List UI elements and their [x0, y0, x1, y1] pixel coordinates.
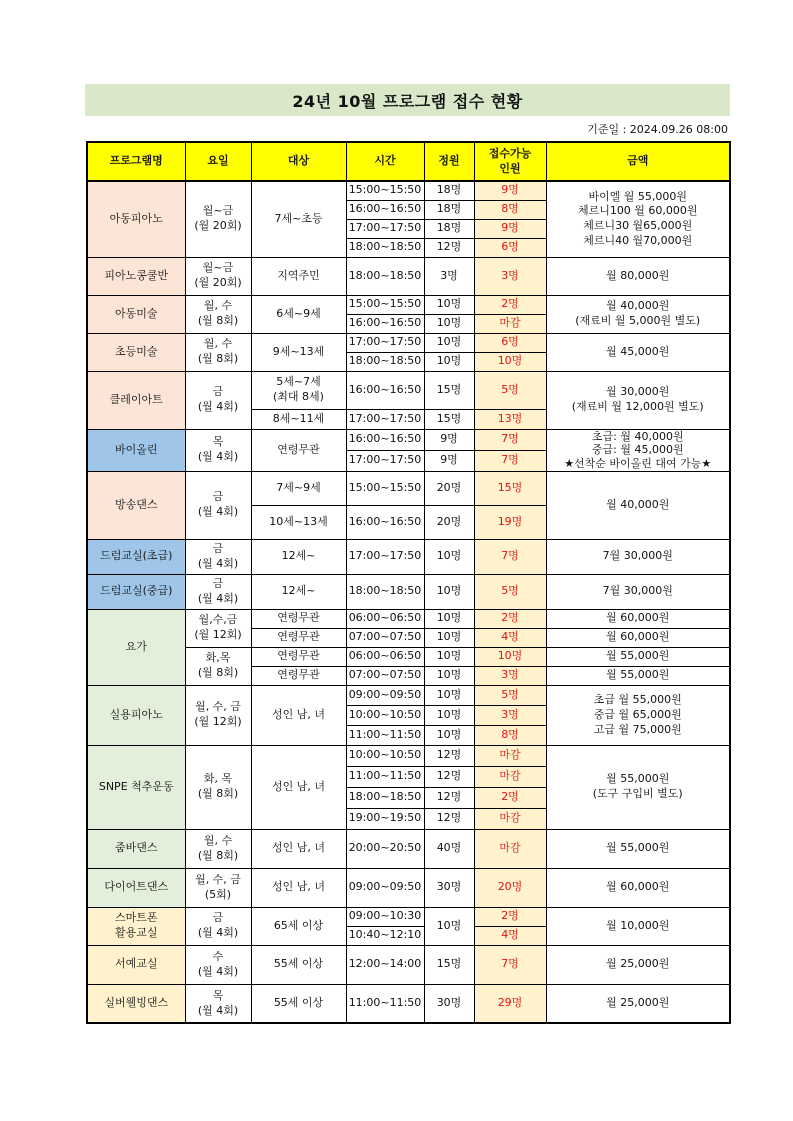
- program-available: 마감: [474, 808, 546, 829]
- program-capacity: 12명: [424, 766, 474, 787]
- table-row: [87, 945, 730, 984]
- program-target: [251, 371, 346, 409]
- program-capacity: 10명: [424, 574, 474, 609]
- table-row: [87, 333, 730, 352]
- fee-line: 중급 월 65,000원: [593, 707, 682, 721]
- program-days: [185, 609, 251, 647]
- program-available: 20명: [474, 868, 546, 907]
- program-target: 연령무관: [251, 429, 346, 471]
- program-name: 실용피아노: [87, 685, 185, 745]
- program-capacity: 12명: [424, 787, 474, 808]
- sessions-line: (5회): [204, 887, 232, 901]
- program-capacity: 3명: [424, 257, 474, 295]
- header-available: [474, 142, 546, 181]
- program-capacity: 10명: [424, 295, 474, 314]
- program-target: 지역주민: [251, 257, 346, 295]
- program-available: 2명: [474, 609, 546, 628]
- program-capacity: 10명: [424, 666, 474, 685]
- days-line: 금: [212, 911, 224, 925]
- program-name: 바이올린: [87, 429, 185, 471]
- program-time: 16:00~16:50: [346, 200, 424, 219]
- program-time: 15:00~15:50: [346, 295, 424, 314]
- program-days: [185, 295, 251, 333]
- program-time: 11:00~11:50: [346, 766, 424, 787]
- table-row: [87, 371, 730, 409]
- program-target: 6세~9세: [251, 295, 346, 333]
- sessions-line: (월 8회): [197, 314, 239, 327]
- program-available: 13명: [474, 409, 546, 429]
- days-line: 월, 수, 금: [195, 700, 241, 714]
- program-available: 6명: [474, 238, 546, 257]
- program-available: 29명: [474, 984, 546, 1023]
- program-days: [185, 907, 251, 945]
- program-time: 15:00~15:50: [346, 471, 424, 505]
- program-capacity: 10명: [424, 725, 474, 745]
- program-target: 연령무관: [251, 609, 346, 628]
- program-time: 18:00~18:50: [346, 257, 424, 295]
- program-capacity: 20명: [424, 471, 474, 505]
- program-name: 실버웰빙댄스: [87, 984, 185, 1023]
- header-available-line1: 접수가능: [488, 146, 532, 160]
- fee-line: 초급: 월 40,000원: [591, 429, 684, 443]
- program-available: 8명: [474, 200, 546, 219]
- days-line: 월,수,금: [198, 613, 238, 627]
- program-days: [185, 574, 251, 609]
- table-row: [87, 471, 730, 505]
- program-available: 15명: [474, 471, 546, 505]
- program-name: [87, 907, 185, 945]
- program-days: [185, 181, 251, 257]
- program-capacity: 12명: [424, 745, 474, 766]
- program-fee: [546, 429, 730, 471]
- program-name: 드럼교실(초급): [87, 539, 185, 574]
- fee-line: 체르니40 월70,000원: [583, 234, 693, 248]
- sessions-line: (월 12회): [194, 715, 242, 729]
- program-capacity: 10명: [424, 628, 474, 647]
- program-available: 2명: [474, 295, 546, 314]
- program-name: 방송댄스: [87, 471, 185, 539]
- table-row: [87, 829, 730, 868]
- program-time: 19:00~19:50: [346, 808, 424, 829]
- program-time: 18:00~18:50: [346, 238, 424, 257]
- program-target: 연령무관: [251, 647, 346, 666]
- program-name: 요가: [87, 609, 185, 685]
- program-fee: 월 80,000원: [546, 257, 730, 295]
- program-time: 06:00~06:50: [346, 647, 424, 666]
- program-available: 9명: [474, 181, 546, 200]
- program-capacity: 10명: [424, 314, 474, 333]
- program-capacity: 10명: [424, 685, 474, 705]
- program-time: 09:00~09:50: [346, 868, 424, 907]
- header-time: 시간: [346, 142, 424, 181]
- program-capacity: 12명: [424, 808, 474, 829]
- program-capacity: 15명: [424, 371, 474, 409]
- program-target: 8세~11세: [251, 409, 346, 429]
- program-available: 8명: [474, 725, 546, 745]
- sessions-line: (월 4회): [197, 926, 239, 940]
- program-capacity: 15명: [424, 945, 474, 984]
- program-available: 2명: [474, 907, 546, 926]
- table-row: [87, 429, 730, 450]
- fee-line: ★선착순 바이올린 대여 가능★: [564, 457, 712, 470]
- program-name: 드럼교실(중급): [87, 574, 185, 609]
- program-available: 3명: [474, 666, 546, 685]
- program-time: 10:00~10:50: [346, 745, 424, 766]
- table-row: [87, 574, 730, 609]
- program-time: 10:40~12:10: [346, 926, 424, 945]
- days-line: 화, 목: [203, 772, 233, 786]
- program-target: 연령무관: [251, 666, 346, 685]
- days-line: 금: [212, 576, 224, 590]
- fee-line: 초급 월 55,000원: [593, 692, 682, 706]
- fee-line: (재료비 월 12,000원 별도): [571, 400, 704, 413]
- sessions-line: (월 20회): [194, 276, 242, 289]
- program-time: 15:00~15:50: [346, 181, 424, 200]
- program-days: [185, 868, 251, 907]
- sessions-line: (월 8회): [197, 848, 239, 862]
- program-time: 17:00~17:50: [346, 539, 424, 574]
- program-fee: 월 25,000원: [546, 984, 730, 1023]
- program-capacity: 9명: [424, 429, 474, 450]
- program-days: [185, 539, 251, 574]
- program-capacity: 20명: [424, 505, 474, 539]
- program-time: 12:00~14:00: [346, 945, 424, 984]
- program-target: 9세~13세: [251, 333, 346, 371]
- fee-line: (재료비 월 5,000원 별도): [575, 314, 701, 327]
- program-fee: 월 55,000원: [546, 647, 730, 666]
- program-target: 7세~초등: [251, 181, 346, 257]
- header-fee: 금액: [546, 142, 730, 181]
- program-capacity: 10명: [424, 333, 474, 352]
- days-line: 수: [212, 949, 224, 963]
- page-title: 24년 10월 프로그램 접수 현황: [85, 84, 730, 116]
- days-line: 월, 수: [203, 833, 233, 847]
- program-available: 3명: [474, 257, 546, 295]
- table-row: [87, 868, 730, 907]
- days-line: 금: [212, 541, 224, 555]
- program-capacity: 9명: [424, 450, 474, 471]
- table-row: [87, 685, 730, 705]
- fee-line: 체르니30 월65,000원: [583, 219, 693, 233]
- program-available: 5명: [474, 371, 546, 409]
- program-fee: 월 60,000원: [546, 609, 730, 628]
- program-time: 16:00~16:50: [346, 429, 424, 450]
- sessions-line: (월 4회): [197, 1003, 239, 1017]
- program-fee: 7월 30,000원: [546, 539, 730, 574]
- program-fee: 월 60,000원: [546, 628, 730, 647]
- program-capacity: 12명: [424, 238, 474, 257]
- table-row: [87, 745, 730, 766]
- sessions-line: (월 4회): [197, 505, 239, 519]
- sessions-line: (월 20회): [194, 219, 242, 233]
- program-available: 2명: [474, 787, 546, 808]
- program-target: 7세~9세: [251, 471, 346, 505]
- program-time: 20:00~20:50: [346, 829, 424, 868]
- program-days: [185, 945, 251, 984]
- program-time: 16:00~16:50: [346, 505, 424, 539]
- program-time: 18:00~18:50: [346, 352, 424, 371]
- program-time: 09:00~09:50: [346, 685, 424, 705]
- program-target: 65세 이상: [251, 907, 346, 945]
- program-capacity: 10명: [424, 705, 474, 725]
- sessions-line: (월 12회): [194, 628, 242, 642]
- program-time: 17:00~17:50: [346, 450, 424, 471]
- program-name: 서예교실: [87, 945, 185, 984]
- program-available: 7명: [474, 429, 546, 450]
- fee-line: 체르니100 월 60,000원: [577, 204, 698, 218]
- program-capacity: 10명: [424, 352, 474, 371]
- days-line: 목: [212, 435, 224, 449]
- program-fee: 월 60,000원: [546, 868, 730, 907]
- program-available: 6명: [474, 333, 546, 352]
- program-available: 마감: [474, 766, 546, 787]
- program-capacity: 30명: [424, 984, 474, 1023]
- program-time: 17:00~17:50: [346, 219, 424, 238]
- program-fee: 월 45,000원: [546, 333, 730, 371]
- program-name: 클레이아트: [87, 371, 185, 429]
- program-target: 12세~: [251, 539, 346, 574]
- days-line: 금: [212, 490, 224, 504]
- program-capacity: 18명: [424, 219, 474, 238]
- days-line: 금: [212, 385, 224, 399]
- table-row: [87, 907, 730, 926]
- program-name: 피아노콩쿨반: [87, 257, 185, 295]
- program-name: SNPE 척추운동: [87, 745, 185, 829]
- program-days: [185, 371, 251, 429]
- program-target: 성인 남, 녀: [251, 868, 346, 907]
- program-capacity: 10명: [424, 907, 474, 945]
- program-fee: 월 40,000원: [546, 471, 730, 539]
- program-available: 9명: [474, 219, 546, 238]
- program-available: 7명: [474, 450, 546, 471]
- sessions-line: (월 8회): [197, 666, 239, 680]
- target-line: (최대 8세): [273, 390, 324, 403]
- program-capacity: 15명: [424, 409, 474, 429]
- program-days: [185, 984, 251, 1023]
- program-available: 19명: [474, 505, 546, 539]
- program-time: 06:00~06:50: [346, 609, 424, 628]
- program-fee: [546, 371, 730, 429]
- days-line: 월~금: [202, 204, 234, 218]
- program-capacity: 10명: [424, 609, 474, 628]
- sessions-line: (월 4회): [197, 556, 239, 570]
- program-target: 성인 남, 녀: [251, 829, 346, 868]
- program-capacity: 18명: [424, 181, 474, 200]
- program-fee: [546, 181, 730, 257]
- program-fee: 월 55,000원: [546, 666, 730, 685]
- program-capacity: 30명: [424, 868, 474, 907]
- header-available-line2: 인원: [499, 161, 521, 175]
- program-time: 07:00~07:50: [346, 628, 424, 647]
- program-time: 10:00~10:50: [346, 705, 424, 725]
- table-row: [87, 609, 730, 628]
- program-name: 다이어트댄스: [87, 868, 185, 907]
- header-program: 프로그램명: [87, 142, 185, 181]
- program-name: 초등미술: [87, 333, 185, 371]
- fee-line: (도구 구입비 별도): [592, 787, 683, 801]
- program-time: 07:00~07:50: [346, 666, 424, 685]
- fee-line: 중급: 월 45,000원: [591, 443, 684, 457]
- program-fee: [546, 745, 730, 829]
- program-time: 17:00~17:50: [346, 409, 424, 429]
- program-capacity: 18명: [424, 200, 474, 219]
- program-target: 12세~: [251, 574, 346, 609]
- program-available: 4명: [474, 926, 546, 945]
- table-row: [87, 295, 730, 314]
- fee-line: 바이엘 월 55,000원: [588, 189, 688, 203]
- program-time: 16:00~16:50: [346, 371, 424, 409]
- program-capacity: 10명: [424, 539, 474, 574]
- name-line: 활용교실: [114, 926, 158, 940]
- program-capacity: 10명: [424, 647, 474, 666]
- program-target: 연령무관: [251, 628, 346, 647]
- program-fee: 월 10,000원: [546, 907, 730, 945]
- program-target: 성인 남, 녀: [251, 745, 346, 829]
- sessions-line: (월 4회): [197, 964, 239, 978]
- program-capacity: 40명: [424, 829, 474, 868]
- table-row: [87, 984, 730, 1023]
- program-available: 7명: [474, 539, 546, 574]
- program-available: 10명: [474, 352, 546, 371]
- target-line: 5세~7세: [276, 375, 321, 389]
- fee-line: 월 55,000원: [606, 772, 670, 786]
- program-fee: 7월 30,000원: [546, 574, 730, 609]
- header-row: [87, 142, 730, 181]
- program-name: 아동미술: [87, 295, 185, 333]
- days-line: 월~금: [202, 261, 234, 275]
- sessions-line: (월 8회): [197, 787, 239, 801]
- program-days: [185, 257, 251, 295]
- program-available: 마감: [474, 745, 546, 766]
- program-days: [185, 685, 251, 745]
- program-days: [185, 647, 251, 685]
- program-time: 18:00~18:50: [346, 787, 424, 808]
- days-line: 목: [212, 988, 224, 1002]
- fee-line: 월 40,000원: [606, 299, 670, 313]
- program-available: 4명: [474, 628, 546, 647]
- program-target: 55세 이상: [251, 984, 346, 1023]
- program-time: 11:00~11:50: [346, 725, 424, 745]
- program-time: 16:00~16:50: [346, 314, 424, 333]
- program-days: [185, 333, 251, 371]
- program-available: 3명: [474, 705, 546, 725]
- program-target: 10세~13세: [251, 505, 346, 539]
- program-days: [185, 429, 251, 471]
- header-target: 대상: [251, 142, 346, 181]
- program-days: [185, 471, 251, 539]
- fee-line: 고급 월 75,000원: [593, 722, 682, 736]
- program-fee: 월 55,000원: [546, 829, 730, 868]
- fee-line: 월 30,000원: [606, 385, 670, 399]
- sessions-line: (월 8회): [197, 352, 239, 365]
- name-line: 스마트폰: [114, 911, 158, 925]
- header-days: 요일: [185, 142, 251, 181]
- table-row: [87, 257, 730, 295]
- program-available: 마감: [474, 314, 546, 333]
- table-row: [87, 539, 730, 574]
- program-table: [86, 141, 731, 1024]
- program-time: 11:00~11:50: [346, 984, 424, 1023]
- program-available: 마감: [474, 829, 546, 868]
- program-target: 55세 이상: [251, 945, 346, 984]
- program-name: 줌바댄스: [87, 829, 185, 868]
- program-available: 10명: [474, 647, 546, 666]
- program-name: 아동피아노: [87, 181, 185, 257]
- sessions-line: (월 4회): [197, 450, 239, 464]
- program-fee: [546, 295, 730, 333]
- program-time: 18:00~18:50: [346, 574, 424, 609]
- program-days: [185, 745, 251, 829]
- program-time: 09:00~10:30: [346, 907, 424, 926]
- days-line: 월, 수: [203, 299, 233, 313]
- program-fee: 월 25,000원: [546, 945, 730, 984]
- program-available: 5명: [474, 685, 546, 705]
- days-line: 화,목: [205, 651, 231, 665]
- sessions-line: (월 4회): [197, 400, 239, 413]
- program-available: 7명: [474, 945, 546, 984]
- reference-date: 기준일 : 2024.09.26 08:00: [587, 123, 728, 136]
- program-fee: [546, 685, 730, 745]
- sessions-line: (월 4회): [197, 591, 239, 605]
- program-time: 17:00~17:50: [346, 333, 424, 352]
- days-line: 월, 수, 금: [195, 872, 241, 886]
- program-target: 성인 남, 녀: [251, 685, 346, 745]
- program-days: [185, 829, 251, 868]
- days-line: 월, 수: [203, 337, 233, 351]
- program-available: 5명: [474, 574, 546, 609]
- header-capacity: 정원: [424, 142, 474, 181]
- table-row: [87, 181, 730, 200]
